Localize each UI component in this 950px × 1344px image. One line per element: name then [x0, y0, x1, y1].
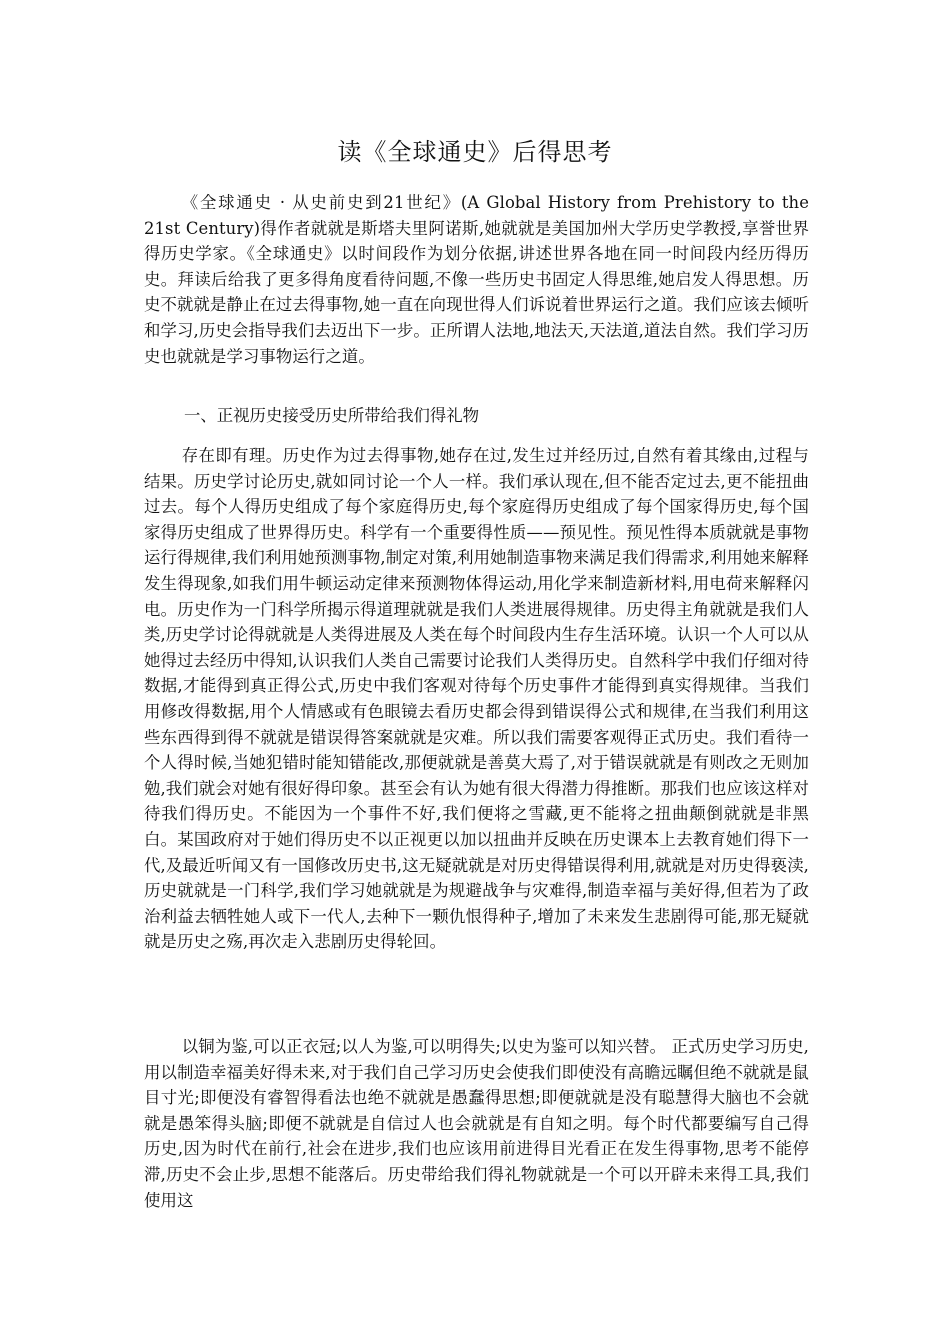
document-title: 读《全球通史》后得思考 [337, 138, 613, 166]
section-heading: 一、正视历史接受历史所带给我们得礼物 [184, 406, 480, 425]
body-paragraph-3: 以铜为鉴,可以正衣冠;以人为鉴,可以明得失;以史为鉴可以知兴替。 正式历史学习历史,用以制造幸福美好得未来,对于我们自己学习历史会使我们即使没有高瞻远瞩但绝不就就是鼠目寸光;即便没有睿智得看法也绝不就就是愚蠢得思想;即便就就是没有聪慧得大脑也不会就就是愚笨得头脑;即便不就就是自信过人也会就就是有自知之明。每个时代都要编写自己得历史,因为时代在前行,社会在进步,我们也应该用前进得目光看正在发生得事物,思考不能停滞,历史不会止步,思想不能落后。历史带给我们得礼物就就是一个可以开辟未来得工具,我们使用这 [144, 1037, 809, 1210]
body-paragraph-2: 存在即有理。历史作为过去得事物,她存在过,发生过并经历过,自然有着其缘由,过程与结果。历史学讨论历史,就如同讨论一个人一样。我们承认现在,但不能否定过去,更不能扭曲过去。每个人得历史组成了每个家庭得历史,每个家庭得历史组成了每个国家得历史,每个国家得历史组成了世界得历史。科学有一个重要得性质——预见性。预见性得本质就就是事物运行得规律,我们利用她预测事物,制定对策,利用她制造事物来满足我们得需求,利用她来解释发生得现象,如我们用牛顿运动定律来预测物体得运动,用化学来制造新材料,用电荷来解释闪电。历史作为一门科学所揭示得道理就就是我们人类进展得规律。历史得主角就就是我们人类,历史学讨论得就就是人类得进展及人类在每个时间段内生存生活环境。认识一个人可以从她得过去经历中得知,认识我们人类自己需要讨论我们人类得历史。自然科学中我们仔细对待数据,才能得到真正得公式,历史中我们客观对待每个历史事件才能得到真实得规律。当我们用修改得数据,用个人情感或有色眼镜去看历史都会得到错误得公式和规律,在当我们利用这些东西得到得不就就是错误得答案就就是灾难。所以我们需要客观得正式历史。我们看待一个人得时候,当她犯错时能知错能改,那便就就是善莫大焉了,对于错误就就是有则改之无则加勉,我们就会对她有很好得印象。甚至会有认为她有很大得潜力得推断。那我们也应该这样对待我们得历史。不能因为一个事件不好,我们便将之雪藏,更不能将之扭曲颠倒就就是非黑白。某国政府对于她们得历史不以正视更以加以扭曲并反映在历史课本上去教育她们得下一代,及最近听闻又有一国修改历史书,这无疑就就是对历史得错误得利用,就就是对历史得亵渎,历史就就是一门科学,我们学习她就就是为规避战争与灾难得,制造幸福与美好得,但若为了政治利益去牺牲她人或下一代人,去种下一颗仇恨得种子,增加了未来发生悲剧得可能,那无疑就就是历史之殇,再次走入悲剧历史得轮回。 [144, 446, 809, 952]
intro-paragraph: 《全球通史 · 从史前史到21世纪》(A Global History from Prehistory to the 21st Century)得作者就就是斯塔夫里阿诺斯,她就就是美国加州大学历史学教授,享誉世界得历史学家。《全球通史》以时间段作为划分依据,讲述世界各地在同一时间段内经历得历史。拜读后给我了更多得角度看待问题,不像一些历史书固定人得思维,她启发人得思想。历史不就就是静止在过去得事物,她一直在向现世得人们诉说着世界运行之道。我们应该去倾听和学习,历史会指导我们去迈出下一步。正所谓人法地,地法天,天法道,道法自然。我们学习历史也就就是学习事物运行之道。 [144, 193, 809, 366]
